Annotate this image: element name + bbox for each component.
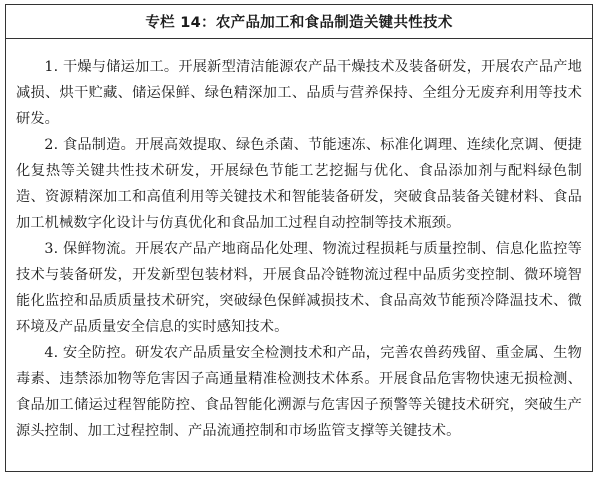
paragraph-drying-storage: 1. 干燥与储运加工。开展新型清洁能源农产品干燥技术及装备研发，开展农产品产地减损、烘干贮藏、储运保鲜、绿色精深加工、品质与营养保持、全组分无废弃利用等技术研发。: [16, 59, 582, 127]
box-title: 专栏 14：农产品加工和食品制造关键共性技术: [6, 5, 592, 39]
feature-box: [5, 4, 593, 472]
paragraph-preservation-logistics: 3. 保鲜物流。开展农产品产地商品化处理、物流过程损耗与质量控制、信息化监控等技术与装备研发，开发新型包装材料，开展食品冷链物流过程中品质劣变控制、微环境智能化监控和品质质量技术研究，突破绿色保鲜减损技术、食品高效节能预冷降温技术、微环境及产品质量安全信息的实时感知技术。: [16, 241, 582, 335]
box-content: [6, 39, 592, 444]
paragraph-safety-control: 4. 安全防控。研发农产品质量安全检测技术和产品，完善农兽药残留、重金属、生物毒素、违禁添加物等危害因子高通量精准检测技术体系。开展食品危害物快速无损检测、食品加工储运过程智能防控、食品智能化溯源与危害因子预警等关键技术研究，突破生产源头控制、加工过程控制、产品流通控制和市场监管支撑等关键技术。: [16, 345, 582, 439]
paragraph-food-manufacturing: 2. 食品制造。开展高效提取、绿色杀菌、节能速冻、标准化调理、连续化烹调、便捷化复热等关键共性技术研发，开展绿色节能工艺挖掘与优化、食品添加剂与配料绿色制造、资源精深加工和高值利用等关键技术和智能装备研发，突破食品装备关键材料、食品加工机械数字化设计与仿真优化和食品加工过程自动控制等技术瓶颈。: [16, 137, 582, 231]
